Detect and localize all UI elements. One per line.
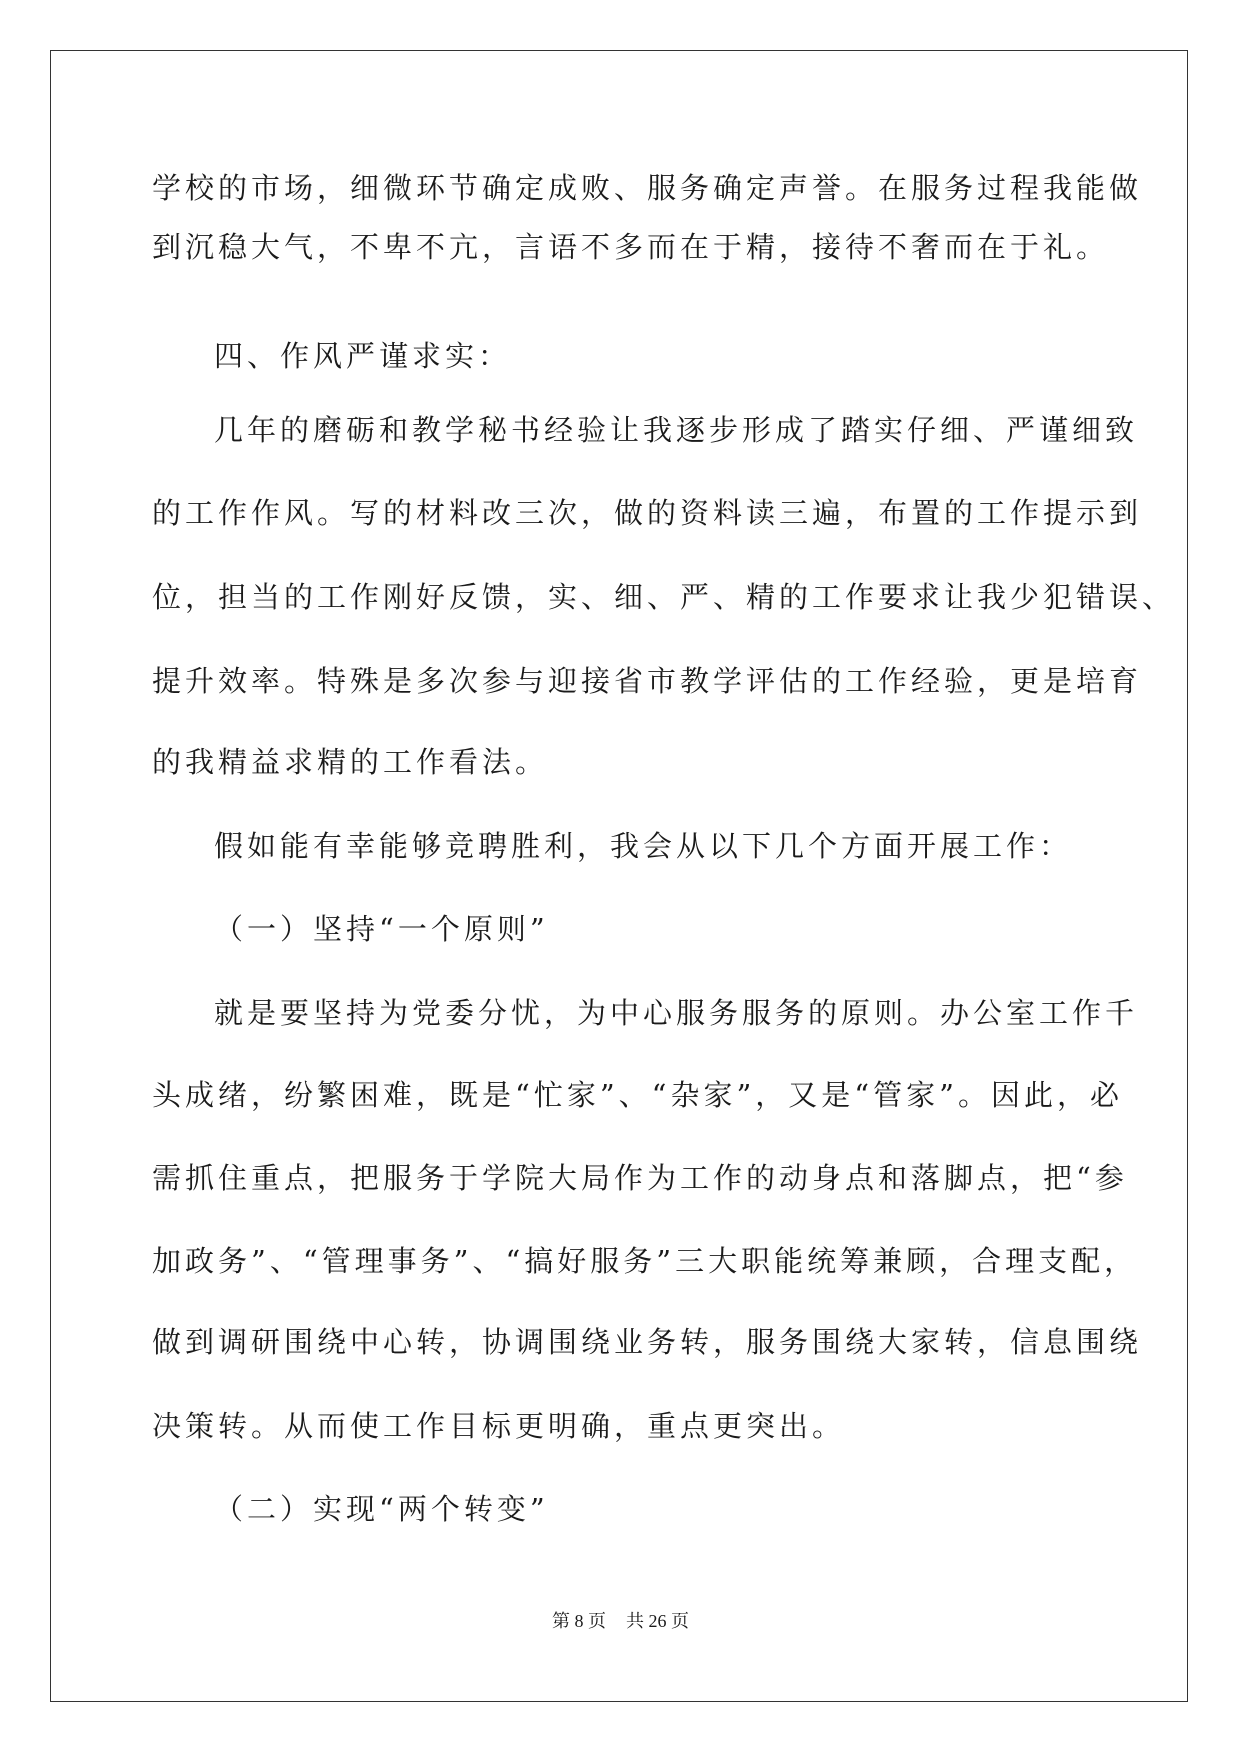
page-total: 共 26 页: [626, 1611, 689, 1631]
paragraph-line: 决策转。从而使工作目标更明确，重点更突出。: [152, 1409, 846, 1443]
paragraph-line: 的工作作风。写的材料改三次，做的资料读三遍，布置的工作提示到: [152, 496, 1143, 530]
paragraph-line: 需抓住重点，把服务于学院大局作为工作的动身点和落脚点，把“参: [152, 1161, 1128, 1195]
page-footer: [0, 1607, 1241, 1633]
subsection-heading: （二）实现“两个转变”: [214, 1492, 549, 1526]
paragraph-line: 提升效率。特殊是多次参与迎接省市教学评估的工作经验，更是培育: [152, 664, 1143, 698]
paragraph-line: 的我精益求精的工作看法。: [152, 745, 549, 779]
paragraph-line: 几年的磨砺和教学秘书经验让我逐步形成了踏实仔细、严谨细致: [214, 413, 1139, 447]
page-number: 第 8 页: [552, 1611, 606, 1631]
section-heading: 四、作风严谨求实：: [214, 339, 512, 373]
paragraph-line: 假如能有幸能够竞聘胜利，我会从以下几个方面开展工作：: [214, 829, 1073, 863]
paragraph-line: 到沉稳大气，不卑不亢，言语不多而在于精，接待不奢而在于礼。: [152, 230, 1110, 264]
paragraph-line: 头成绪，纷繁困难，既是“忙家”、“杂家”，又是“管家”。因此，必: [152, 1078, 1123, 1112]
page-frame: [50, 50, 1188, 1702]
paragraph-line: 加政务”、“管理事务”、“搞好服务”三大职能统筹兼顾，合理支配，: [152, 1244, 1138, 1278]
paragraph-line: 位，担当的工作刚好反馈，实、细、严、精的工作要求让我少犯错误、: [152, 580, 1176, 614]
paragraph-line: 学校的市场，细微环节确定成败、服务确定声誉。在服务过程我能做: [152, 171, 1143, 205]
paragraph-line: 做到调研围绕中心转，协调围绕业务转，服务围绕大家转，信息围绕: [152, 1325, 1143, 1359]
subsection-heading: （一）坚持“一个原则”: [214, 912, 549, 946]
paragraph-line: 就是要坚持为党委分忧，为中心服务服务的原则。办公室工作千: [214, 996, 1139, 1030]
